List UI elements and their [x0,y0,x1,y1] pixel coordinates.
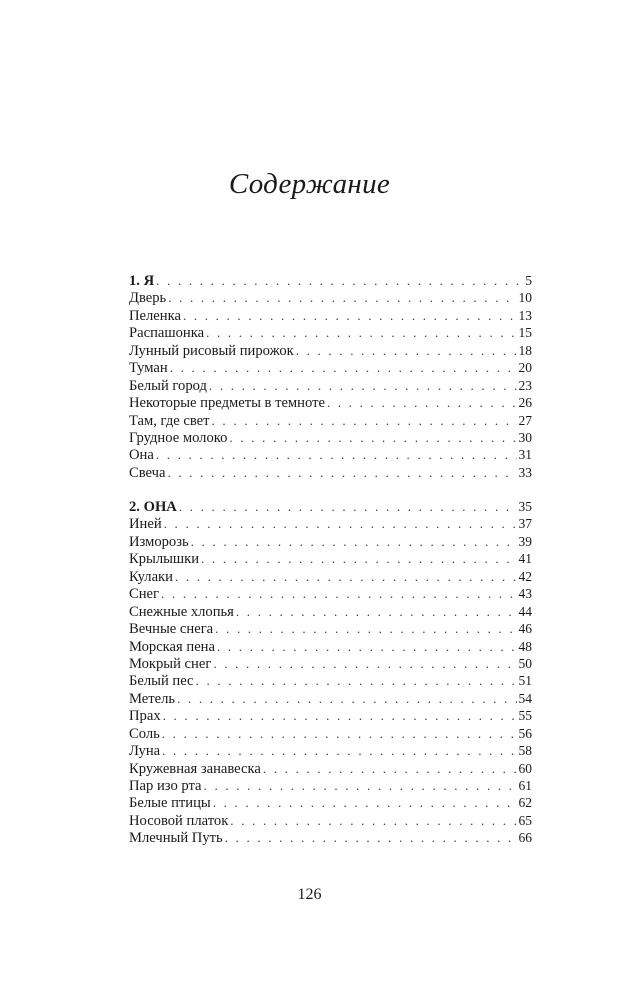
toc-page: 39 [518,533,532,549]
toc-label: Белый город [129,377,207,394]
toc-page: 5 [525,273,532,288]
toc-label: Грудное молоко [129,429,228,446]
toc-entry [129,568,532,585]
toc-leader [164,515,517,532]
toc-entry [129,342,532,359]
toc-page: 51 [518,673,532,689]
toc-leader [170,359,517,376]
toc-entry [129,655,532,672]
toc-entry [129,638,532,655]
toc-label: Некоторые предметы в темноте [129,395,325,412]
toc-leader [206,324,516,341]
toc-page: 35 [518,499,532,514]
toc-leader [212,412,517,429]
toc-entry [129,289,532,306]
toc-leader [162,725,517,742]
toc-page: 33 [518,464,532,480]
toc-leader [177,690,516,707]
toc-label: Пеленка [129,307,181,324]
toc-leader [215,620,516,637]
toc-leader [213,794,517,811]
toc-label: Вечные снега [129,621,214,638]
toc-page: 15 [518,325,532,341]
toc-entry [129,725,532,742]
toc-label: Кулаки [129,568,173,585]
toc-leader [201,550,516,567]
toc-page: 20 [518,360,532,376]
toc-page: 61 [518,778,532,793]
toc-entry [129,307,532,324]
toc-leader [225,829,517,846]
toc-page: 18 [518,342,532,358]
toc-label: Изморозь [129,533,189,550]
toc-label: Крылышки [129,551,200,568]
toc-entry [129,585,532,602]
toc-section-2 [129,498,532,847]
toc-entry [129,829,532,846]
toc-leader [204,777,517,794]
toc-entry [129,412,532,429]
toc-page: 31 [518,447,532,463]
toc-leader [161,585,516,602]
toc-entry [129,760,532,777]
toc-page: 65 [518,812,532,828]
toc-label: Прах [129,708,161,725]
toc-entry [129,533,532,550]
toc-label: Мокрый снег [129,655,212,672]
toc-page: 56 [518,725,532,741]
toc-leader [156,272,523,289]
toc-leader [183,307,517,324]
toc-page: 26 [518,395,532,411]
toc-leader [209,377,517,394]
toc-label: Иней [129,516,162,533]
toc-leader [229,429,516,446]
toc-label: Она [129,447,154,464]
toc-entry [129,707,532,724]
toc-page: 13 [518,307,532,323]
toc-page: 42 [518,568,532,584]
toc-leader [163,707,517,724]
toc-label: Лунный рисовый пирожок [129,342,294,359]
toc-entry [129,429,532,446]
toc-entry [129,794,532,811]
toc-entry [129,672,532,689]
toc-leader [213,655,516,672]
toc-label: Соль [129,725,160,742]
toc-label: Кружевная занавеска [129,760,261,777]
toc-label: Метель [129,690,176,707]
toc-page: 30 [518,429,532,445]
toc-label: 2. ОНА [129,499,177,515]
toc-entry [129,464,532,481]
toc-page: 62 [518,795,532,811]
toc-entry [129,742,532,759]
page-number: 126 [297,886,322,903]
toc-label: Снег [129,586,160,603]
toc-entry [129,620,532,637]
toc-leader [168,289,516,306]
toc-label: 1. Я [129,273,155,289]
toc-page: 10 [518,290,532,306]
toc-leader [230,812,516,829]
toc-leader [179,498,517,515]
toc-label: Свеча [129,464,166,481]
toc-label: Снежные хлопья [129,603,234,620]
toc-page: 27 [518,412,532,428]
toc-label: Дверь [129,290,167,307]
toc-page: 66 [518,830,532,846]
toc-label: Туман [129,360,168,377]
toc-label: Млечный Путь [129,830,223,847]
toc-entry [129,812,532,829]
toc-heading [129,498,532,515]
toc-page: 41 [518,551,532,567]
toc-leader [196,672,517,689]
toc-label: Пар изо рта [129,778,202,794]
toc-page: 48 [518,638,532,654]
toc-entry [129,359,532,376]
toc-page: 44 [518,603,532,619]
toc-leader [167,464,516,481]
toc-leader [217,638,517,655]
toc-leader [156,446,517,463]
toc-page: 55 [518,708,532,724]
toc-page: 23 [518,377,532,393]
toc-entry [129,377,532,394]
toc-entry [129,777,532,794]
toc-entry [129,603,532,620]
toc-leader [236,603,517,620]
toc-label: Там, где свет [129,412,210,429]
toc-page: 37 [518,516,532,532]
toc-label: Луна [129,743,161,760]
toc-label: Носовой платок [129,812,229,829]
toc-page: 43 [518,586,532,602]
toc-entry [129,446,532,463]
toc-heading [129,272,532,289]
toc-entry [129,394,532,411]
page-title: Содержание [228,168,391,200]
toc-page: 58 [518,743,532,759]
toc-leader [296,342,517,359]
toc-leader [191,533,517,550]
toc-label: Белый пес [129,673,194,690]
toc-page: 50 [518,655,532,671]
toc-entry [129,324,532,341]
toc-label: Морская пена [129,638,215,655]
toc-leader [327,394,517,411]
toc-entry [129,690,532,707]
toc-entry [129,515,532,532]
toc-entry [129,550,532,567]
toc-leader [263,760,517,777]
toc-page: 60 [518,760,532,776]
toc-leader [175,568,517,585]
toc-label: Белые птицы [129,795,211,812]
toc-leader [162,742,516,759]
toc-label: Распашонка [129,325,205,342]
toc-page: 46 [518,621,532,637]
toc-page: 54 [518,690,532,706]
toc-section-1 [129,272,532,481]
